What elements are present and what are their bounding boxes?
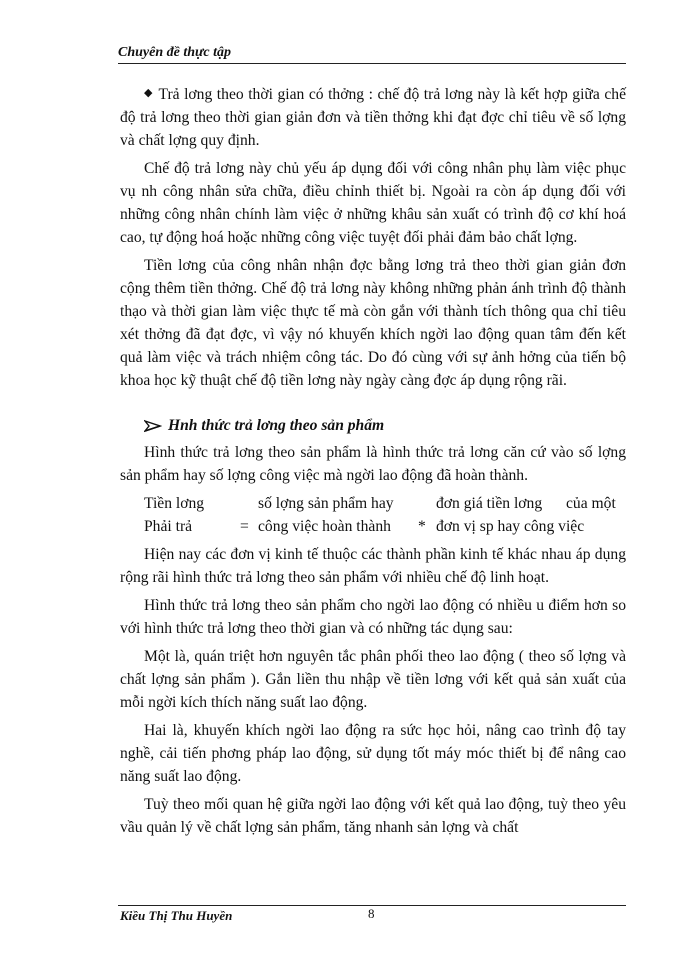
section-intro: Hình thức trả lơng theo sản phẩm là hình thức trả lơng căn cứ vào số lợng sản phẩm hay số lợng công việc mà ngời lao động đã hoàn thành.: [120, 444, 626, 484]
paragraph: Tiền lơng của công nhân nhận đợc bằng lơng trả theo thời gian giản đơn cộng thêm tiền thởng. Chế độ trả lơng này không những phản ánh trình độ thành thạo và thời gian làm việc thực tế mà còn gắn với thành tích thông qua chỉ tiêu xét thởng đã đạt đợc, vì vậy nó khuyến khích ngời lao động quan tâm đến kết quả làm việc và trách nhiệm công tác. Do đó cùng với sự ảnh hởng của tiến bộ khoa học kỹ thuật chế độ tiền lơng này ngày càng đợc áp dụng rộng rãi.: [120, 257, 626, 389]
paragraph-text: Trả lơng theo thời gian có thởng : chế độ trả lơng này là kết hợp giữa chế độ trả lơng theo thời gian giản đơn và tiền thởng khi đạt đợc chỉ tiêu về số lợng và chất lợng quy định.: [120, 86, 626, 149]
multiply-sign: *: [418, 518, 426, 535]
paragraph-bullet: [120, 82, 626, 152]
section-heading-text: Hnh thức trả lơng theo sản phẩm: [168, 417, 385, 434]
page-footer: [118, 905, 626, 930]
formula-label-2: Phải trả: [144, 518, 193, 535]
formula-label-1: Tiền lơng: [144, 495, 205, 512]
footer-author: Kiều Thị Thu Huyền: [120, 908, 233, 923]
page-content: [120, 82, 626, 844]
paragraph: Một là, quán triệt hơn nguyên tắc phân phối theo lao động ( theo số lợng và chất lợng sản phẩm ). Gắn liền thu nhập về tiền lơng với kết quả sản xuất của mỗi ngời kích thích năng suất lao động.: [120, 648, 626, 711]
paragraph: Hình thức trả lơng theo sản phẩm cho ngời lao động có nhiều u điểm hơn so với hình thức trả lơng theo thời gian và có những tác dụng sau:: [120, 597, 626, 637]
formula-row-2: [120, 515, 626, 538]
formula-term-2: đơn giá tiền lơng: [436, 495, 543, 512]
formula-term-5: đơn vị sp hay công việc: [436, 518, 585, 535]
equals-sign: =: [240, 518, 249, 535]
page-number: 8: [368, 906, 375, 921]
arrow-bullet-icon: [144, 419, 162, 433]
paragraph: Hai là, khuyến khích ngời lao động ra sức học hỏi, nâng cao trình độ tay nghề, cải tiến phơng pháp lao động, sử dụng tốt máy móc thiết bị để nâng cao năng suất lao động.: [120, 722, 626, 785]
page-header: [118, 44, 626, 64]
diamond-bullet-icon: ◆: [144, 87, 153, 99]
section-heading: [120, 414, 626, 437]
paragraph: Chế độ trả lơng này chủ yếu áp dụng đối với công nhân phụ làm việc phục vụ nh công nhân sửa chữa, điều chỉnh thiết bị. Ngoài ra còn áp dụng đối với những công nhân chính làm việc ở những khâu sản xuất có trình độ cơ khí hoá cao, tự động hoá hoặc những công việc tuyệt đối phải đảm bảo chất lợng.: [120, 160, 626, 246]
paragraph: Tuỳ theo mối quan hệ giữa ngời lao động với kết quả lao động, tuỳ theo yêu vầu quản lý về chất lợng sản phẩm, tăng nhanh sản lợng và chất: [120, 796, 626, 836]
formula-term-4: công việc hoàn thành: [258, 518, 391, 535]
formula: [120, 492, 626, 538]
formula-term-1: số lợng sản phẩm hay: [258, 495, 394, 512]
paragraph: Hiện nay các đơn vị kinh tế thuộc các thành phần kinh tế khác nhau áp dụng rộng rãi hình thức trả lơng theo sản phẩm với nhiều chế độ linh hoạt.: [120, 546, 626, 586]
formula-row-1: [120, 492, 626, 515]
formula-term-3: của một: [566, 495, 616, 512]
header-title: Chuyên đề thực tập: [118, 45, 232, 60]
